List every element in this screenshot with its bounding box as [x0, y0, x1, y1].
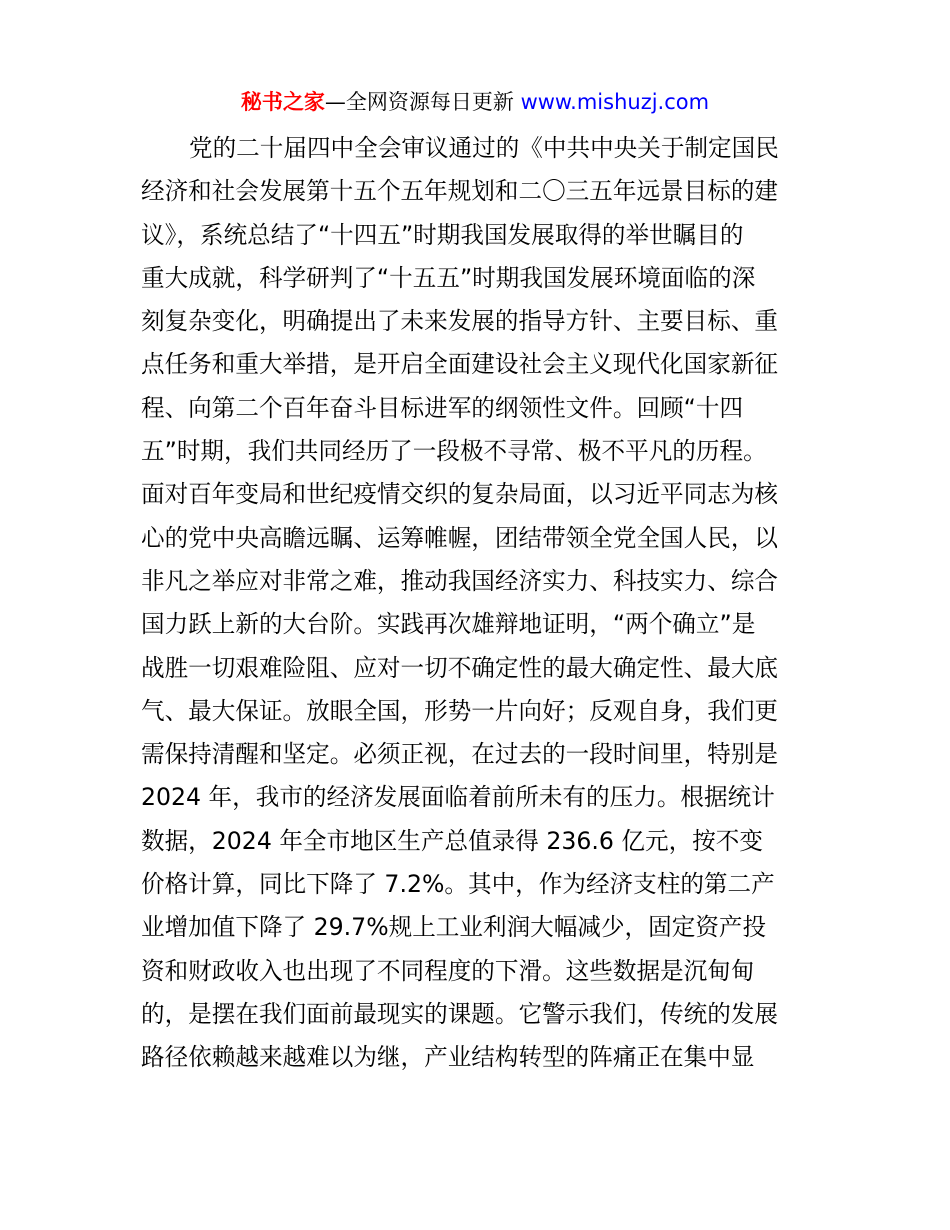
site-url-link[interactable]: www.mishuzj.com	[520, 90, 710, 114]
paragraph-line: 数据，2024 年全市地区生产总值录得 236.6 亿元，按不变	[141, 826, 763, 855]
paragraph-line: 业增加值下降了 29.7%规上工业利润大幅减少，固定资产投	[141, 913, 767, 942]
paragraph-line: 程、向第二个百年奋斗目标进军的纲领性文件。回顾“十四	[141, 393, 744, 422]
paragraph-line: 面对百年变局和世纪疫情交织的复杂局面，以习近平同志为核	[141, 480, 779, 509]
paragraph-line: 非凡之举应对非常之难，推动我国经济实力、科技实力、综合	[141, 566, 779, 595]
paragraph-line: 需保持清醒和坚定。必须正视，在过去的一段时间里，特别是	[141, 740, 779, 769]
document-body	[141, 127, 813, 1080]
paragraph-line: 路径依赖越来越难以为继，产业结构转型的阵痛正在集中显	[141, 1043, 755, 1072]
paragraph-line: 2024 年，我市的经济发展面临着前所未有的压力。根据统计	[141, 783, 775, 812]
paragraph-line: 国力跃上新的大台阶。实践再次雄辩地证明，“两个确立”是	[141, 610, 756, 639]
paragraph-line: 重大成就，科学研判了“十五五”时期我国发展环境面临的深	[141, 263, 756, 292]
paragraph-line: 刻复杂变化，明确提出了未来发展的指导方针、主要目标、重	[141, 307, 779, 336]
paragraph-line: 资和财政收入也出现了不同程度的下滑。这些数据是沉甸甸	[141, 956, 755, 985]
paragraph-line: 的，是摆在我们面前最现实的课题。它警示我们，传统的发展	[141, 999, 779, 1028]
paragraph-line: 点任务和重大举措，是开启全面建设社会主义现代化国家新征	[141, 350, 779, 379]
site-tagline: —全网资源每日更新	[324, 90, 514, 114]
paragraph-line: 议》，系统总结了“十四五”时期我国发展取得的举世瞩目的	[141, 220, 744, 249]
paragraph-line: 心的党中央高瞻远瞩、运筹帷幄，团结带领全党全国人民，以	[141, 523, 779, 552]
paragraph-line: 经济和社会发展第十五个五年规划和二〇三五年远景目标的建	[141, 177, 779, 206]
paragraph-line: 五”时期，我们共同经历了一段极不寻常、极不平凡的历程。	[141, 437, 767, 466]
paragraph-line: 气、最大保证。放眼全国，形势一片向好；反观自身，我们更	[141, 696, 779, 725]
site-header	[0, 84, 950, 120]
paragraph-line: 党的二十届四中全会审议通过的《中共中央关于制定国民	[189, 134, 779, 162]
paragraph-line: 价格计算，同比下降了 7.2%。其中，作为经济支柱的第二产	[141, 870, 775, 899]
paragraph-line: 战胜一切艰难险阻、应对一切不确定性的最大确定性、最大底	[141, 653, 779, 682]
site-brand: 秘书之家	[240, 90, 325, 114]
